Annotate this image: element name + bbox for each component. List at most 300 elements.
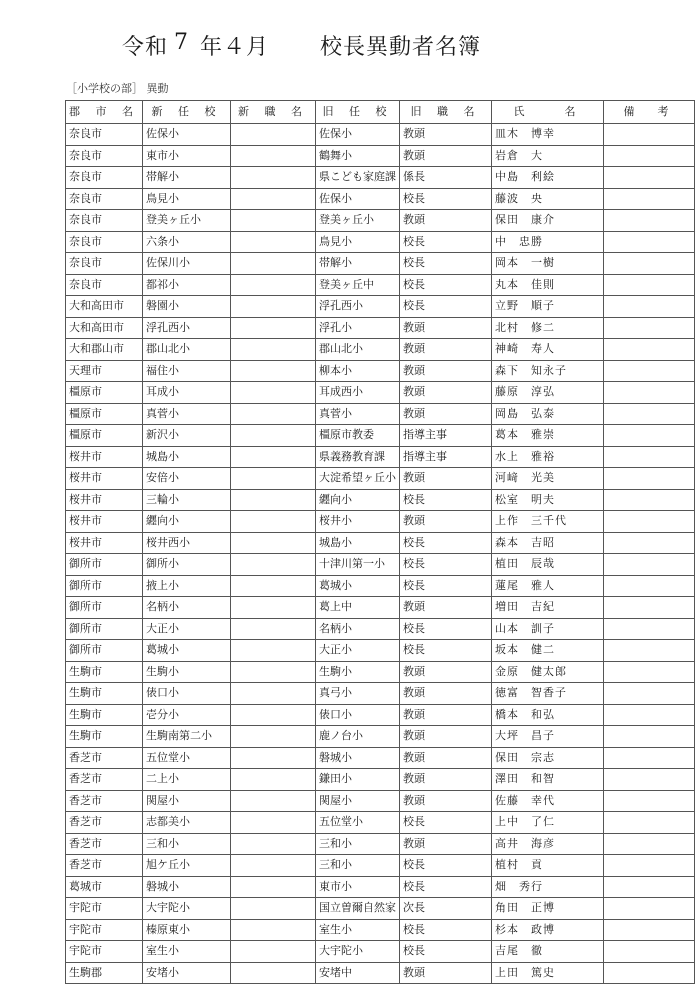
cell-old-position: 教頭 (400, 360, 492, 382)
cell-old-school: 磐城小 (316, 747, 400, 769)
cell-old-school: 登美ヶ丘中 (316, 274, 400, 296)
cell-city: 天理市 (66, 360, 143, 382)
cell-remarks (604, 382, 695, 404)
cell-remarks (604, 446, 695, 468)
cell-remarks (604, 575, 695, 597)
cell-remarks (604, 296, 695, 318)
cell-remarks (604, 360, 695, 382)
cell-new-position (231, 145, 316, 167)
cell-person-name: 藤原 淳弘 (492, 382, 604, 404)
cell-remarks (604, 919, 695, 941)
cell-remarks (604, 683, 695, 705)
cell-new-school: 大正小 (143, 618, 231, 640)
cell-person-name: 上中 了仁 (492, 812, 604, 834)
table-row (66, 425, 695, 447)
cell-old-position: 教頭 (400, 704, 492, 726)
cell-old-school: 帯解小 (316, 253, 400, 275)
cell-remarks (604, 726, 695, 748)
cell-new-school: 纒向小 (143, 511, 231, 533)
cell-new-school: 真菅小 (143, 403, 231, 425)
cell-new-position (231, 876, 316, 898)
cell-person-name: 岡本 一樹 (492, 253, 604, 275)
header-remarks: 備 考 (604, 101, 695, 124)
cell-city: 奈良市 (66, 167, 143, 189)
cell-old-position: 指導主事 (400, 425, 492, 447)
table-row (66, 145, 695, 167)
cell-city: 御所市 (66, 575, 143, 597)
cell-new-position (231, 554, 316, 576)
cell-new-school: 御所小 (143, 554, 231, 576)
cell-remarks (604, 489, 695, 511)
cell-new-position (231, 769, 316, 791)
cell-old-position: 校長 (400, 575, 492, 597)
cell-new-position (231, 683, 316, 705)
cell-new-position (231, 210, 316, 232)
cell-new-school: 城島小 (143, 446, 231, 468)
cell-old-position: 教頭 (400, 769, 492, 791)
cell-old-school: 真弓小 (316, 683, 400, 705)
cell-person-name: 河﨑 光美 (492, 468, 604, 490)
cell-new-school: 榛原東小 (143, 919, 231, 941)
cell-person-name: 上作 三千代 (492, 511, 604, 533)
cell-remarks (604, 747, 695, 769)
cell-person-name: 丸本 佳則 (492, 274, 604, 296)
cell-new-school: 二上小 (143, 769, 231, 791)
cell-new-position (231, 468, 316, 490)
cell-old-school: 国立曽爾自然家 (316, 898, 400, 920)
table-row (66, 640, 695, 662)
cell-new-position (231, 317, 316, 339)
cell-city: 宇陀市 (66, 898, 143, 920)
cell-new-position (231, 855, 316, 877)
cell-person-name: 植田 辰哉 (492, 554, 604, 576)
cell-new-school: 都祁小 (143, 274, 231, 296)
cell-new-school: 生駒南第二小 (143, 726, 231, 748)
table-row (66, 855, 695, 877)
cell-old-school: 五位堂小 (316, 812, 400, 834)
cell-new-position (231, 425, 316, 447)
cell-new-school: 志都美小 (143, 812, 231, 834)
cell-person-name: 森本 吉昭 (492, 532, 604, 554)
cell-remarks (604, 833, 695, 855)
cell-city: 奈良市 (66, 231, 143, 253)
cell-new-position (231, 339, 316, 361)
cell-old-position: 校長 (400, 855, 492, 877)
table-row (66, 274, 695, 296)
cell-city: 御所市 (66, 618, 143, 640)
cell-old-school: 佐保小 (316, 124, 400, 146)
table-row (66, 253, 695, 275)
table-row (66, 532, 695, 554)
cell-new-school: 新沢小 (143, 425, 231, 447)
cell-person-name: 植村 貢 (492, 855, 604, 877)
cell-old-school: 生駒小 (316, 661, 400, 683)
cell-new-school: 五位堂小 (143, 747, 231, 769)
cell-remarks (604, 317, 695, 339)
cell-remarks (604, 661, 695, 683)
cell-person-name: 畑 秀行 (492, 876, 604, 898)
cell-new-position (231, 253, 316, 275)
cell-city: 大和郡山市 (66, 339, 143, 361)
cell-city: 宇陀市 (66, 919, 143, 941)
cell-old-position: 校長 (400, 876, 492, 898)
cell-old-school: 室生小 (316, 919, 400, 941)
cell-person-name: 保田 宗志 (492, 747, 604, 769)
cell-remarks (604, 640, 695, 662)
cell-new-position (231, 962, 316, 984)
table-row (66, 661, 695, 683)
cell-new-school: 佐保小 (143, 124, 231, 146)
cell-new-position (231, 511, 316, 533)
cell-old-position: 校長 (400, 253, 492, 275)
cell-city: 桜井市 (66, 511, 143, 533)
cell-old-school: 県こども家庭課 (316, 167, 400, 189)
cell-city: 香芝市 (66, 855, 143, 877)
table-row (66, 683, 695, 705)
cell-new-position (231, 726, 316, 748)
cell-person-name: 中 忠勝 (492, 231, 604, 253)
cell-new-school: 関屋小 (143, 790, 231, 812)
cell-city: 香芝市 (66, 833, 143, 855)
cell-new-position (231, 833, 316, 855)
table-row (66, 167, 695, 189)
cell-person-name: 水上 雅裕 (492, 446, 604, 468)
cell-old-school: 纒向小 (316, 489, 400, 511)
cell-old-position: 教頭 (400, 511, 492, 533)
cell-new-position (231, 640, 316, 662)
cell-new-school: 六条小 (143, 231, 231, 253)
table-row (66, 188, 695, 210)
cell-city: 香芝市 (66, 790, 143, 812)
cell-new-school: 東市小 (143, 145, 231, 167)
cell-old-school: 鶴舞小 (316, 145, 400, 167)
cell-new-school: 郡山北小 (143, 339, 231, 361)
table-row (66, 339, 695, 361)
cell-remarks (604, 941, 695, 963)
header-new-position: 新 職 名 (231, 101, 316, 124)
cell-city: 香芝市 (66, 812, 143, 834)
cell-old-school: 佐保小 (316, 188, 400, 210)
cell-remarks (604, 145, 695, 167)
table-row (66, 597, 695, 619)
cell-new-school: 桜井西小 (143, 532, 231, 554)
cell-person-name: 徳富 智香子 (492, 683, 604, 705)
table-row (66, 511, 695, 533)
cell-remarks (604, 167, 695, 189)
cell-old-school: 鹿ノ台小 (316, 726, 400, 748)
cell-new-position (231, 124, 316, 146)
cell-old-position: 教頭 (400, 790, 492, 812)
header-new-school: 新 任 校 (143, 101, 231, 124)
table-row (66, 747, 695, 769)
cell-city: 生駒市 (66, 683, 143, 705)
header-city: 郡 市 名 (66, 101, 143, 124)
table-row (66, 317, 695, 339)
cell-old-school: 橿原市教委 (316, 425, 400, 447)
cell-old-school: 鳥見小 (316, 231, 400, 253)
table-row (66, 231, 695, 253)
section-label: ［小学校の部］ 異動 (66, 82, 169, 95)
cell-city: 奈良市 (66, 188, 143, 210)
cell-old-position: 校長 (400, 618, 492, 640)
cell-city: 葛城市 (66, 876, 143, 898)
cell-new-position (231, 898, 316, 920)
cell-new-position (231, 597, 316, 619)
cell-new-position (231, 575, 316, 597)
cell-old-position: 教頭 (400, 747, 492, 769)
cell-person-name: 葛本 雅崇 (492, 425, 604, 447)
cell-new-school: 帯解小 (143, 167, 231, 189)
cell-remarks (604, 855, 695, 877)
table-row (66, 898, 695, 920)
cell-remarks (604, 425, 695, 447)
cell-remarks (604, 274, 695, 296)
cell-old-school: 名柄小 (316, 618, 400, 640)
cell-old-school: 葛上中 (316, 597, 400, 619)
cell-remarks (604, 618, 695, 640)
header-old-position: 旧 職 名 (400, 101, 492, 124)
cell-city: 奈良市 (66, 253, 143, 275)
cell-person-name: 増田 吉紀 (492, 597, 604, 619)
cell-new-school: 名柄小 (143, 597, 231, 619)
cell-city: 桜井市 (66, 489, 143, 511)
cell-new-position (231, 790, 316, 812)
title-era: 令和 (122, 35, 169, 60)
cell-old-school: 関屋小 (316, 790, 400, 812)
cell-remarks (604, 231, 695, 253)
cell-new-position (231, 403, 316, 425)
cell-person-name: 藤波 央 (492, 188, 604, 210)
cell-person-name: 岡島 弘泰 (492, 403, 604, 425)
cell-old-position: 教頭 (400, 317, 492, 339)
cell-remarks (604, 876, 695, 898)
cell-new-position (231, 489, 316, 511)
cell-new-school: 室生小 (143, 941, 231, 963)
table-row (66, 296, 695, 318)
cell-old-school: 柳本小 (316, 360, 400, 382)
cell-new-school: 旭ケ丘小 (143, 855, 231, 877)
cell-new-school: 三和小 (143, 833, 231, 855)
cell-remarks (604, 790, 695, 812)
cell-old-school: 郡山北小 (316, 339, 400, 361)
cell-old-position: 校長 (400, 919, 492, 941)
cell-old-school: 大淀希望ヶ丘小 (316, 468, 400, 490)
cell-new-school: 登美ヶ丘小 (143, 210, 231, 232)
cell-new-position (231, 188, 316, 210)
cell-old-position: 教頭 (400, 597, 492, 619)
cell-old-position: 校長 (400, 489, 492, 511)
cell-person-name: 大坪 昌子 (492, 726, 604, 748)
cell-city: 生駒市 (66, 704, 143, 726)
cell-old-school: 登美ヶ丘小 (316, 210, 400, 232)
table-row (66, 833, 695, 855)
cell-city: 橿原市 (66, 403, 143, 425)
table-row (66, 468, 695, 490)
cell-new-position (231, 812, 316, 834)
cell-new-position (231, 274, 316, 296)
cell-new-school: 俵口小 (143, 683, 231, 705)
cell-person-name: 岩倉 大 (492, 145, 604, 167)
cell-city: 橿原市 (66, 382, 143, 404)
cell-person-name: 山本 訓子 (492, 618, 604, 640)
cell-new-school: 磐園小 (143, 296, 231, 318)
cell-remarks (604, 962, 695, 984)
cell-city: 香芝市 (66, 747, 143, 769)
cell-city: 桜井市 (66, 468, 143, 490)
cell-old-position: 校長 (400, 188, 492, 210)
cell-person-name: 皿木 博幸 (492, 124, 604, 146)
cell-person-name: 中島 利絵 (492, 167, 604, 189)
cell-old-position: 校長 (400, 554, 492, 576)
cell-old-school: 俵口小 (316, 704, 400, 726)
cell-person-name: 上田 篤史 (492, 962, 604, 984)
cell-person-name: 立野 順子 (492, 296, 604, 318)
cell-city: 大和高田市 (66, 296, 143, 318)
cell-new-position (231, 661, 316, 683)
cell-person-name: 森下 知永子 (492, 360, 604, 382)
cell-new-position (231, 704, 316, 726)
cell-city: 奈良市 (66, 210, 143, 232)
cell-old-school: 大宇陀小 (316, 941, 400, 963)
cell-city: 生駒市 (66, 661, 143, 683)
cell-old-school: 真菅小 (316, 403, 400, 425)
cell-old-position: 指導主事 (400, 446, 492, 468)
table-row (66, 124, 695, 146)
cell-old-position: 校長 (400, 640, 492, 662)
cell-old-position: 教頭 (400, 145, 492, 167)
cell-city: 大和高田市 (66, 317, 143, 339)
cell-person-name: 保田 康介 (492, 210, 604, 232)
cell-old-position: 校長 (400, 532, 492, 554)
cell-remarks (604, 769, 695, 791)
cell-old-position: 教頭 (400, 210, 492, 232)
cell-new-position (231, 618, 316, 640)
cell-person-name: 高井 海彦 (492, 833, 604, 855)
cell-city: 桜井市 (66, 532, 143, 554)
cell-new-position (231, 446, 316, 468)
cell-new-school: 葛城小 (143, 640, 231, 662)
cell-remarks (604, 812, 695, 834)
cell-person-name: 橋本 和弘 (492, 704, 604, 726)
cell-new-position (231, 919, 316, 941)
cell-old-school: 県義務教育課 (316, 446, 400, 468)
cell-new-school: 掖上小 (143, 575, 231, 597)
cell-old-school: 東市小 (316, 876, 400, 898)
table-row (66, 726, 695, 748)
cell-new-school: 三輪小 (143, 489, 231, 511)
cell-remarks (604, 898, 695, 920)
table-row (66, 210, 695, 232)
table-row (66, 575, 695, 597)
cell-city: 奈良市 (66, 124, 143, 146)
cell-person-name: 吉尾 徹 (492, 941, 604, 963)
table-row (66, 790, 695, 812)
cell-city: 御所市 (66, 640, 143, 662)
cell-old-position: 教頭 (400, 339, 492, 361)
cell-old-school: 浮孔小 (316, 317, 400, 339)
cell-city: 生駒市 (66, 726, 143, 748)
cell-old-position: 教頭 (400, 124, 492, 146)
table-row (66, 919, 695, 941)
cell-old-position: 校長 (400, 231, 492, 253)
table-row (66, 489, 695, 511)
table-row (66, 554, 695, 576)
cell-new-school: 安堵小 (143, 962, 231, 984)
cell-new-position (231, 231, 316, 253)
table-row (66, 446, 695, 468)
table-row (66, 812, 695, 834)
roster-table (65, 100, 695, 984)
cell-city: 奈良市 (66, 145, 143, 167)
cell-old-position: 教頭 (400, 661, 492, 683)
cell-old-school: 三和小 (316, 833, 400, 855)
cell-remarks (604, 704, 695, 726)
cell-city: 御所市 (66, 554, 143, 576)
cell-old-position: 校長 (400, 812, 492, 834)
table-row (66, 769, 695, 791)
cell-person-name: 角田 正博 (492, 898, 604, 920)
cell-person-name: 神崎 寿人 (492, 339, 604, 361)
cell-remarks (604, 597, 695, 619)
table-row (66, 962, 695, 984)
table-row (66, 403, 695, 425)
table-row (66, 876, 695, 898)
cell-remarks (604, 403, 695, 425)
cell-new-school: 鳥見小 (143, 188, 231, 210)
cell-old-school: 葛城小 (316, 575, 400, 597)
cell-person-name: 蓮尾 雅人 (492, 575, 604, 597)
cell-old-school: 浮孔西小 (316, 296, 400, 318)
table-row (66, 618, 695, 640)
cell-person-name: 北村 修二 (492, 317, 604, 339)
cell-remarks (604, 511, 695, 533)
cell-new-school: 福住小 (143, 360, 231, 382)
cell-old-school: 桜井小 (316, 511, 400, 533)
cell-old-position: 校長 (400, 274, 492, 296)
cell-old-position: 教頭 (400, 726, 492, 748)
cell-old-position: 教頭 (400, 468, 492, 490)
title-year-suffix: 年４月 (200, 35, 270, 60)
cell-new-school: 浮孔西小 (143, 317, 231, 339)
header-old-school: 旧 任 校 (316, 101, 400, 124)
cell-new-position (231, 941, 316, 963)
cell-new-school: 安倍小 (143, 468, 231, 490)
cell-new-school: 生駒小 (143, 661, 231, 683)
cell-person-name: 佐藤 幸代 (492, 790, 604, 812)
cell-new-position (231, 382, 316, 404)
cell-new-school: 佐保川小 (143, 253, 231, 275)
cell-new-school: 磐城小 (143, 876, 231, 898)
cell-new-school: 壱分小 (143, 704, 231, 726)
title-main: 校長異動者名簿 (320, 35, 482, 60)
cell-old-position: 係長 (400, 167, 492, 189)
cell-remarks (604, 532, 695, 554)
cell-person-name: 坂本 健二 (492, 640, 604, 662)
cell-remarks (604, 124, 695, 146)
cell-old-school: 城島小 (316, 532, 400, 554)
cell-old-school: 安堵中 (316, 962, 400, 984)
title-year: 7 (174, 30, 189, 55)
cell-remarks (604, 468, 695, 490)
cell-city: 御所市 (66, 597, 143, 619)
cell-new-position (231, 360, 316, 382)
cell-new-position (231, 532, 316, 554)
table-row (66, 704, 695, 726)
cell-person-name: 杉本 政博 (492, 919, 604, 941)
table-row (66, 382, 695, 404)
cell-new-school: 耳成小 (143, 382, 231, 404)
cell-remarks (604, 554, 695, 576)
